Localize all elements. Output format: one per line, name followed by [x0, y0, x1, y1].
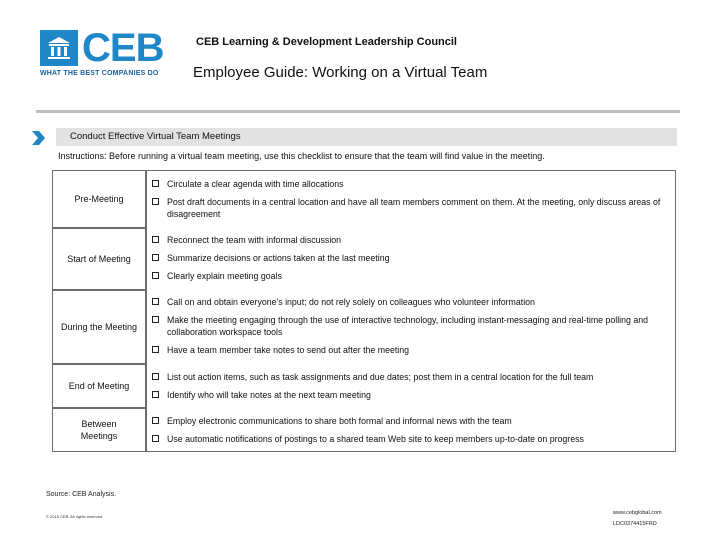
document-title: Employee Guide: Working on a Virtual Team [193, 64, 488, 81]
phase-start-of-meeting: Start of Meeting [52, 228, 146, 290]
checkbox-icon[interactable] [152, 435, 159, 442]
checkbox-icon[interactable] [152, 254, 159, 261]
checklist-item[interactable] [152, 344, 672, 356]
checklist-item[interactable] [152, 371, 672, 383]
checkbox-icon[interactable] [152, 198, 159, 205]
checklist-item-text: Use automatic notifications of postings to a shared team Web site to keep members up-to-date on progress [167, 434, 584, 444]
checkbox-icon[interactable] [152, 391, 159, 398]
checklist-item-text: Call on and obtain everyone's input; do not rely solely on colleagues who volunteer information [167, 297, 535, 307]
checklist-item-text: Make the meeting engaging through the use of interactive technology, including instant-messaging and real-time polling and collaboration workspace tools [167, 315, 649, 337]
checkbox-icon[interactable] [152, 417, 159, 424]
checklist-item[interactable] [152, 296, 672, 308]
chevron-right-icon [30, 130, 46, 146]
checklist-item[interactable] [152, 314, 672, 338]
checklist-item-text: Identify who will take notes at the next team meeting [167, 390, 371, 400]
checklist-item[interactable] [152, 415, 672, 427]
checklist-item-text: Employ electronic communications to share both formal and informal news with the team [167, 416, 512, 426]
checkbox-icon[interactable] [152, 236, 159, 243]
phase-end-of-meeting: End of Meeting [52, 364, 146, 408]
logo-tagline: WHAT THE BEST COMPANIES DO [40, 70, 159, 77]
checkbox-icon[interactable] [152, 272, 159, 279]
source-note: Source: CEB Analysis. [46, 491, 117, 498]
checklist-item-text: Circulate a clear agenda with time allocations [167, 179, 344, 189]
checkbox-icon[interactable] [152, 373, 159, 380]
section-title: Conduct Effective Virtual Team Meetings [70, 131, 241, 142]
checklist-item-text: Clearly explain meeting goals [167, 271, 282, 281]
council-name: CEB Learning & Development Leadership Council [196, 36, 457, 48]
phase-during-meeting: During the Meeting [52, 290, 146, 364]
checklist-item-text: Post draft documents in a central location and have all team members comment on them. At the meeting, only discuss areas of disagreement [167, 197, 661, 219]
checklist-item[interactable] [152, 196, 672, 220]
section-header [56, 128, 677, 146]
phase-between-meetings: Between Meetings [52, 408, 146, 452]
checklist-item[interactable] [152, 270, 672, 282]
checklist-item[interactable] [152, 252, 672, 264]
document-code: LDC0374415FRD [613, 521, 657, 527]
checklist-item-text: Summarize decisions or actions taken at the last meeting [167, 253, 390, 263]
checklist-item-text: Have a team member take notes to send out after the meeting [167, 345, 410, 355]
building-icon [40, 30, 78, 66]
checklist-item[interactable] [152, 234, 672, 246]
instructions-text: Instructions: Before running a virtual team meeting, use this checklist to ensure that the team will find value in the meeting. [58, 151, 545, 161]
checklist-item-text: Reconnect the team with informal discussion [167, 235, 342, 245]
checkbox-icon[interactable] [152, 298, 159, 305]
checklist-item[interactable] [152, 433, 672, 445]
checklist-item[interactable] [152, 178, 672, 190]
logo-letters: CEB [82, 26, 164, 70]
checkbox-icon[interactable] [152, 180, 159, 187]
header-divider [36, 110, 680, 113]
copyright: © 2015 CEB. All rights reserved. [46, 514, 104, 519]
phase-pre-meeting: Pre-Meeting [52, 170, 146, 228]
checklist-item[interactable] [152, 389, 672, 401]
checkbox-icon[interactable] [152, 316, 159, 323]
website-link[interactable]: www.cebglobal.com [613, 510, 662, 516]
checkbox-icon[interactable] [152, 346, 159, 353]
checklist-item-text: List out action items, such as task assignments and due dates; post them in a central location for the full team [167, 372, 594, 382]
ceb-logo [40, 26, 175, 80]
